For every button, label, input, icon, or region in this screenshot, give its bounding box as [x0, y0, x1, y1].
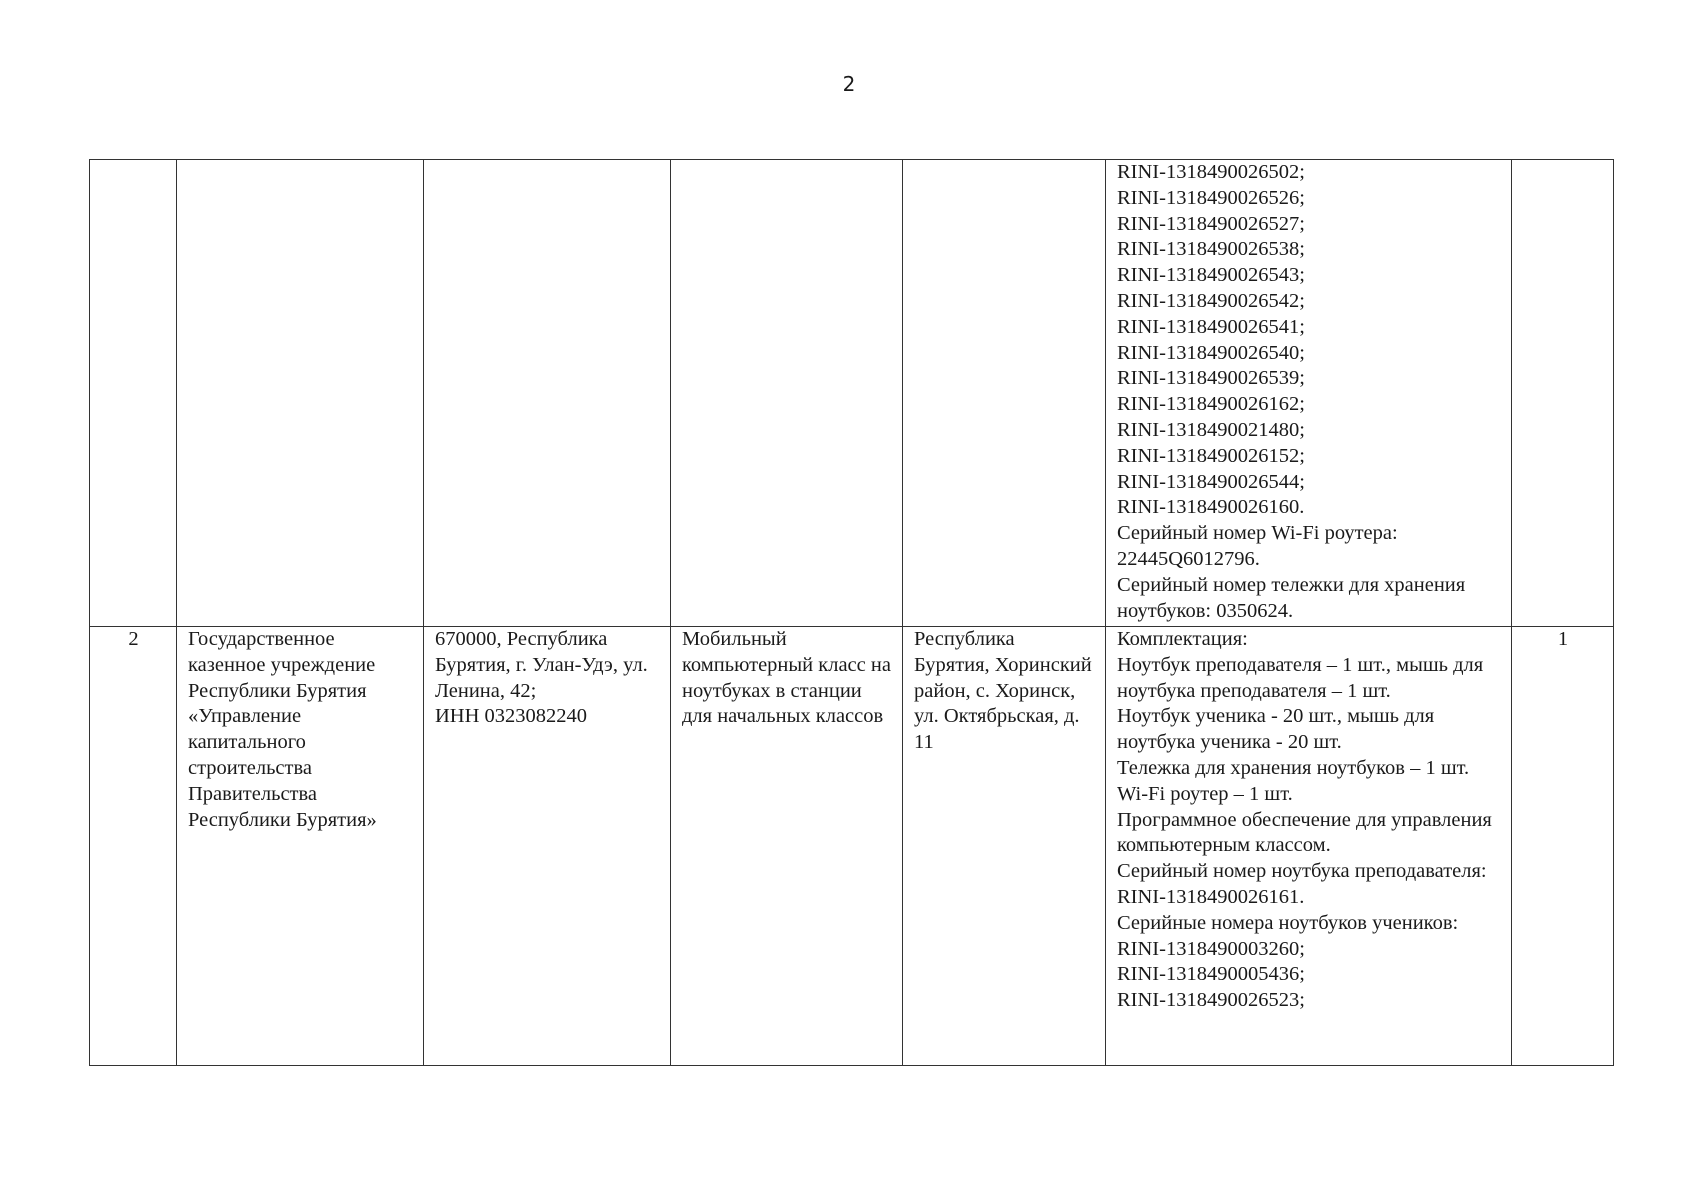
institution-cell [177, 160, 424, 627]
details-cell: RINI-1318490026502; RINI-1318490026526; RINI-1318490026527; RINI-1318490026538; RINI-1318490026543; RINI-1318490026542; RINI-1318490026541; RINI-1318490026540; RINI-1318490026539; RINI-1318490026162; RINI-1318490021480; RINI-1318490026152; RINI-1318490026544; RINI-1318490026160. Серийный номер Wi-Fi роутера: 22445Q6012796. Серийный номер тележки для хранения ноутбуков: 0350624. [1106, 160, 1512, 627]
location-cell [903, 160, 1106, 627]
row-number-cell [90, 160, 177, 627]
quantity-cell: 1 [1512, 627, 1614, 1066]
address-cell [424, 160, 671, 627]
table-row [90, 160, 1614, 627]
equipment-table [89, 159, 1614, 1066]
item-name-cell: Мобильный компьютерный класс на ноутбуках в станции для начальных классов [671, 627, 903, 1066]
row-number-cell: 2 [90, 627, 177, 1066]
quantity-cell [1512, 160, 1614, 627]
page-number: 2 [842, 72, 856, 96]
details-cell: Комплектация: Ноутбук преподавателя – 1 шт., мышь для ноутбука преподавателя – 1 шт. Ноутбук ученика - 20 шт., мышь для ноутбука ученика - 20 шт. Тележка для хранения ноутбуков – 1 шт. Wi-Fi роутер – 1 шт. Программное обеспечение для управления компьютерным классом. Серийный номер ноутбука преподавателя: RINI-1318490026161. Серийные номера ноутбуков учеников: RINI-1318490003260; RINI-1318490005436; RINI-1318490026523; [1106, 627, 1512, 1066]
location-cell: Республика Бурятия, Хоринский район, с. Хоринск, ул. Октябрьская, д. 11 [903, 627, 1106, 1066]
table-row [90, 627, 1614, 1066]
item-name-cell [671, 160, 903, 627]
institution-cell: Государственное казенное учреждение Республики Бурятия «Управление капитального строительства Правительства Республики Бурятия» [177, 627, 424, 1066]
address-cell: 670000, Республика Бурятия, г. Улан-Удэ, ул. Ленина, 42; ИНН 0323082240 [424, 627, 671, 1066]
